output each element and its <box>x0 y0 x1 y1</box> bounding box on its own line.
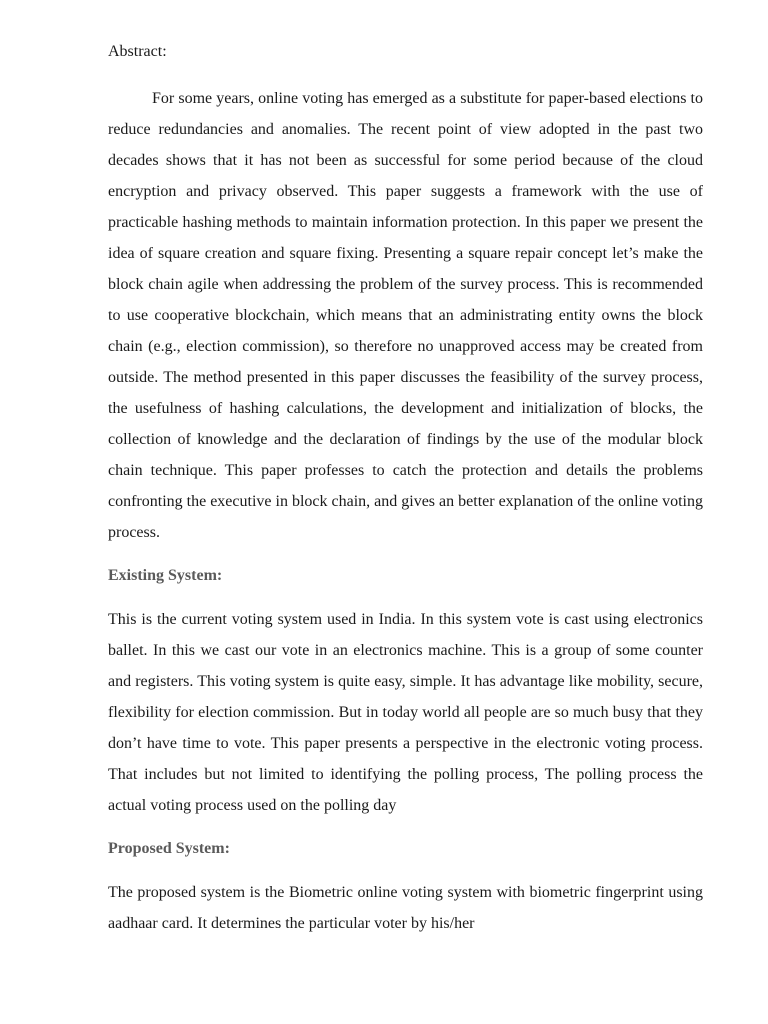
abstract-paragraph: For some years, online voting has emerged as a substitute for paper-based elections to reduce redundancies and anomalies. The recent point of view adopted in the past two decades shows that it has not been as successful for some period because of the cloud encryption and privacy observed. This paper suggests a framework with the use of practicable hashing methods to maintain information protection. In this paper we present the idea of square creation and square fixing. Presenting a square repair concept let’s make the block chain agile when addressing the problem of the survey process. This is recommended to use cooperative blockchain, which means that an administrating entity owns the block chain (e.g., election commission), so therefore no unapproved access may be created from outside. The method presented in this paper discusses the feasibility of the survey process, the usefulness of hashing calculations, the development and initialization of blocks, the collection of knowledge and the declaration of findings by the use of the modular block chain technique. This paper professes to catch the protection and details the problems confronting the executive in block chain, and gives an better explanation of the online voting process. <box>108 90 703 541</box>
existing-system-heading: Existing System: <box>108 567 223 584</box>
existing-system-paragraph: This is the current voting system used in India. In this system vote is cast using electronics ballet. In this we cast our vote in an electronics machine. This is a group of some counter and registers. This voting system is quite easy, simple. It has advantage like mobility, secure, flexibility for election commission. But in today world all people are so much busy that they don’t have time to vote. This paper presents a perspective in the electronic voting process. That includes but not limited to identifying the polling process, The polling process the actual voting process used on the polling day <box>108 611 703 814</box>
proposed-system-heading: Proposed System: <box>108 840 230 857</box>
document-content <box>108 40 703 939</box>
abstract-heading: Abstract: <box>108 43 167 60</box>
proposed-system-paragraph: The proposed system is the Biometric online voting system with biometric fingerprint using aadhaar card. It determines the particular voter by his/her <box>108 884 703 932</box>
